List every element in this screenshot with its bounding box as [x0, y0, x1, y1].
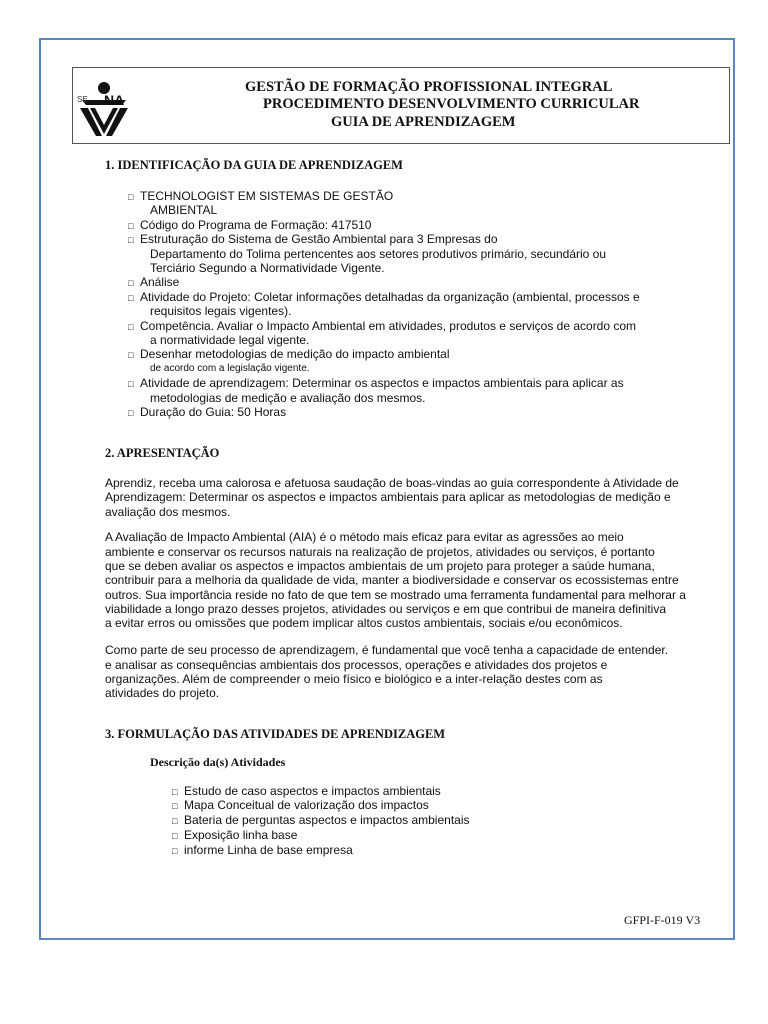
list-item: □Competência. Avaliar o Impacto Ambiental em atividades, produtos e serviços de acordo com [128, 319, 636, 335]
bullet-icon [128, 319, 140, 335]
paragraph-line: outros. Sua importância reside no fato de que tem se mostrado uma ferramenta fundamental para melhorar a [105, 588, 686, 602]
section2-title: 2. APRESENTAÇÃO [105, 446, 220, 460]
section1-title: 1. IDENTIFICAÇÃO DA GUIA DE APRENDIZAGEM [105, 158, 403, 172]
bullet-icon [172, 813, 184, 829]
list-item-continuation: de acordo com a legislação vigente. [150, 363, 310, 374]
list-item: □informe Linha de base empresa [172, 843, 353, 859]
list-item-continuation: AMBIENTAL [150, 203, 218, 217]
list-item: □Atividade de aprendizagem: Determinar os aspectos e impactos ambientais para aplicar as [128, 376, 624, 392]
list-item: □Análise [128, 275, 179, 291]
list-item: □Estudo de caso aspectos e impactos ambientais [172, 784, 441, 800]
list-item: □Atividade do Projeto: Coletar informações detalhadas da organização (ambiental, processos e [128, 290, 640, 306]
bullet-icon [128, 232, 140, 248]
bullet-icon [128, 376, 140, 392]
list-item: □Código do Programa de Formação: 417510 [128, 218, 371, 234]
paragraph-line: viabilidade a longo prazo desses projetos, atividades ou serviços e em que contribui de maneira definitiva [105, 602, 666, 616]
bullet-icon [172, 828, 184, 844]
list-item-continuation: Departamento do Tolima pertencentes aos setores produtivos primário, secundário ou [150, 247, 607, 261]
paragraph-line: A Avaliação de Impacto Ambiental (AIA) é o método mais eficaz para evitar as agressões ao meio [105, 530, 624, 544]
list-item: □Duração do Guia: 50 Horas [128, 405, 286, 421]
paragraph-line: a evitar erros ou omissões que podem implicar altos custos ambientais, sociais e/ou econômicos. [105, 616, 623, 630]
paragraph-line: ambiente e conservar os recursos naturais na realização de projetos, atividades ou serviços, é portanto [105, 545, 655, 559]
header-line-3: GUIA DE APRENDIZAGEM [331, 114, 516, 130]
bullet-icon [128, 405, 140, 421]
list-item: □Estruturação do Sistema de Gestão Ambiental para 3 Empresas do [128, 232, 498, 248]
paragraph-line: avaliação dos mesmos. [105, 505, 231, 519]
list-item-continuation: metodologias de medição e avaliação dos mesmos. [150, 391, 426, 405]
bullet-icon [128, 290, 140, 306]
paragraph-line: e analisar as consequências ambientais dos processos, operações e atividades dos projetos e [105, 658, 608, 672]
paragraph-line: Aprendiz, receba uma calorosa e afetuosa saudação de boas-vindas ao guia correspondente à Atividade de [105, 476, 679, 490]
bullet-icon [172, 798, 184, 814]
list-item-continuation: Terciário Segundo a Normatividade Vigente. [150, 261, 385, 275]
header-line-1: GESTÃO DE FORMAÇÃO PROFISSIONAL INTEGRAL [245, 79, 613, 95]
bullet-icon [128, 275, 140, 291]
section3-subtitle: Descrição da(s) Atividades [150, 755, 286, 769]
list-item: □Mapa Conceitual de valorização dos impactos [172, 798, 429, 814]
list-item: □Bateria de perguntas aspectos e impactos ambientais [172, 813, 470, 829]
bullet-icon [172, 843, 184, 859]
paragraph-line: Como parte de seu processo de aprendizagem, é fundamental que você tenha a capacidade de entender. [105, 643, 669, 657]
form-code: GFPI-F-019 V3 [624, 913, 701, 927]
sena-logo [76, 78, 132, 138]
paragraph-line: que se deben avaliar os aspectos e impactos ambientais de um projeto para proteger a saúde humana, [105, 559, 655, 573]
paragraph-line: Aprendizagem: Determinar os aspectos e impactos ambientais para aplicar as metodologias de medição e [105, 490, 671, 504]
bullet-icon [128, 189, 140, 205]
header-line-2: PROCEDIMENTO DESENVOLVIMENTO CURRICULAR [263, 96, 640, 112]
paragraph-line: contribuir para a melhoria da qualidade de vida, manter a biodiversidade e conservar os ecossistemas entre [105, 573, 679, 587]
list-item: □Exposição linha base [172, 828, 297, 844]
paragraph-line: atividades do projeto. [105, 686, 220, 700]
list-item-continuation: requisitos legais vigentes). [150, 304, 292, 318]
paragraph-line: organizações. Além de compreender o meio físico e biológico e a inter-relação destes com as [105, 672, 603, 686]
list-item: □Desenhar metodologias de medição do impacto ambiental [128, 347, 450, 363]
section3-title: 3. FORMULAÇÃO DAS ATIVIDADES DE APRENDIZAGEM [105, 727, 446, 741]
list-item-continuation: a normatividade legal vigente. [150, 333, 310, 347]
logo-text-right: NA [104, 92, 125, 108]
bullet-icon [128, 347, 140, 363]
logo-text-left: SE [77, 95, 88, 104]
list-item: □TECHNOLOGIST EM SISTEMAS DE GESTÃO [128, 189, 393, 205]
